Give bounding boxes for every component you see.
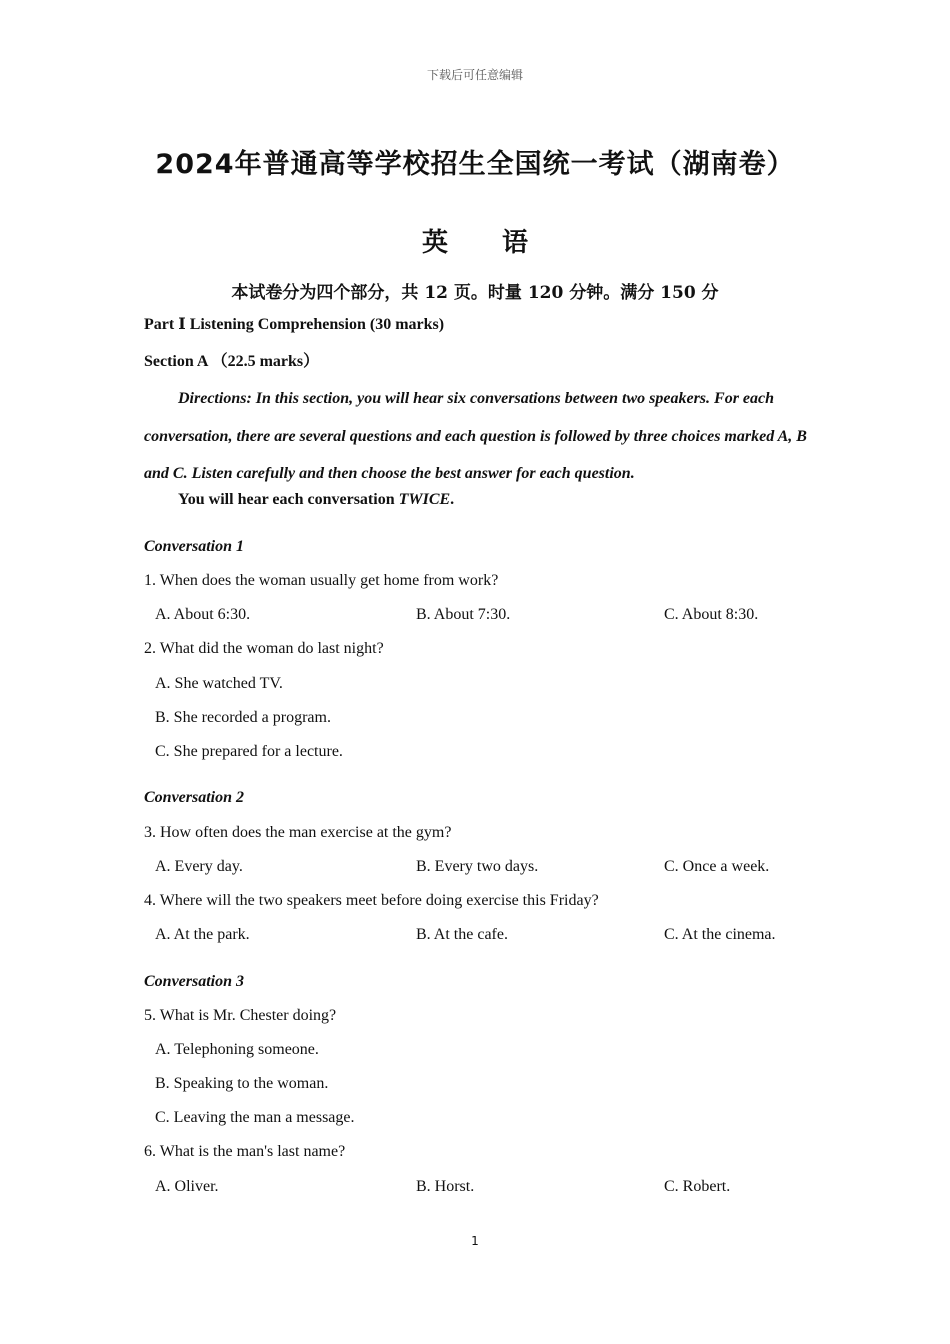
twice-word: TWICE xyxy=(398,491,451,508)
option-c: C. About 8:30. xyxy=(664,606,759,623)
twice-instruction xyxy=(178,491,454,509)
option-c: C. Leaving the man a message. xyxy=(155,1109,355,1126)
question-text: 3. How often does the man exercise at the gym? xyxy=(144,824,452,841)
page-title: 2024年普通高等学校招生全国统一考试（湖南卷） xyxy=(155,149,795,180)
section-heading: Section A （22.5 marks） xyxy=(144,353,320,370)
question-text: 4. Where will the two speakers meet before doing exercise this Friday? xyxy=(144,892,599,909)
part-heading: Part Ⅰ Listening Comprehension (30 marks) xyxy=(144,316,445,333)
option-a: A. At the park. xyxy=(155,926,250,943)
option-a: A. She watched TV. xyxy=(155,675,283,692)
option-b: B. She recorded a program. xyxy=(155,709,331,726)
conversation-label: Conversation 2 xyxy=(144,789,245,806)
option-b: B. Every two days. xyxy=(416,858,539,875)
option-a: A. Oliver. xyxy=(155,1178,219,1195)
option-c: C. She prepared for a lecture. xyxy=(155,743,343,760)
directions-paragraph: Directions: In this section, you will hear six conversations between two speakers. For each conversation, there are several questions and each question is followed by three choices marked A, B and C. Listen carefully and then choose the best answer for each question. xyxy=(144,390,807,482)
option-a: A. Every day. xyxy=(155,858,243,875)
header-note: 下载后可任意编辑 xyxy=(426,68,523,82)
page-number: 1 xyxy=(471,1234,479,1248)
option-a: A. Telephoning someone. xyxy=(155,1041,319,1058)
option-c: C. At the cinema. xyxy=(664,926,776,943)
question-text: 1. When does the woman usually get home from work? xyxy=(144,572,499,589)
option-c: C. Robert. xyxy=(664,1178,731,1195)
conversation-label: Conversation 3 xyxy=(144,973,245,990)
subject-char-1: 英 xyxy=(421,228,448,258)
option-b: B. About 7:30. xyxy=(416,606,511,623)
subject-title xyxy=(0,222,950,259)
conversation-label: Conversation 1 xyxy=(144,538,245,555)
question-text: 6. What is the man's last name? xyxy=(144,1143,346,1160)
twice-suffix: . xyxy=(450,491,455,508)
option-b: B. Horst. xyxy=(416,1178,475,1195)
question-text: 5. What is Mr. Chester doing? xyxy=(144,1007,337,1024)
twice-prefix: You will hear each conversation xyxy=(178,491,399,508)
subject-char-2: 语 xyxy=(502,228,529,258)
question-text: 2. What did the woman do last night? xyxy=(144,640,384,657)
option-b: B. Speaking to the woman. xyxy=(155,1075,329,1092)
option-c: C. Once a week. xyxy=(664,858,770,875)
option-a: A. About 6:30. xyxy=(155,606,251,623)
exam-info: 本试卷分为四个部分，共 12 页。时量 120 分钟。满分 150 分 xyxy=(231,283,719,303)
option-b: B. At the cafe. xyxy=(416,926,508,943)
